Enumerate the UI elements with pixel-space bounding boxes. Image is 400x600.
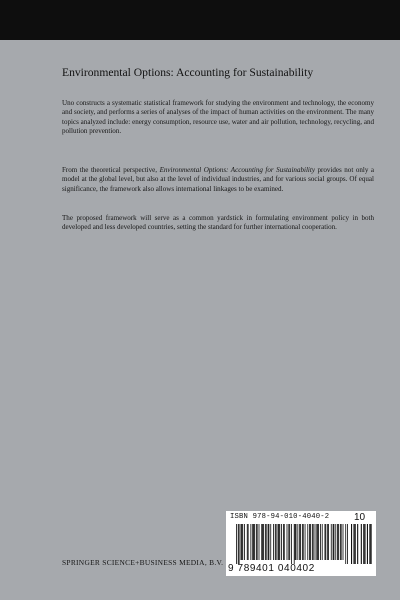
barcode-addon-number: 10 [354,512,366,523]
barcode-bar [257,524,258,560]
barcode-bar [268,524,269,560]
ean-digits: 9 789401 040402 [228,563,315,574]
barcode-bar [269,524,270,560]
barcode-bar [299,524,300,560]
barcode-bar [238,524,239,564]
addon-bar [361,524,362,564]
barcode-bar [317,524,318,560]
barcode-bar [261,524,262,560]
barcode-bar [256,524,257,560]
isbn-text: ISBN 978-94-010-4040-2 [230,513,330,521]
barcode-bar [327,524,328,560]
barcode-bar [273,524,274,560]
barcode-bar [302,524,303,560]
barcode-bar [284,524,285,560]
addon-bar [351,524,352,564]
barcode-bar [307,524,308,560]
barcode-bar [316,524,317,560]
paragraph-2-lead: From the theoretical perspective, [62,166,160,174]
barcode-bar [341,524,342,560]
barcode-bar [252,524,253,560]
description-paragraph-3: The proposed framework will serve as a common yardstick in formulating environment policy in both developed and less developed countries, setting the standard for further international cooperation. [62,214,374,232]
addon-barcode [351,524,373,564]
barcode-bar [345,524,346,564]
barcode-bar [276,524,277,560]
barcode-bar [283,524,284,560]
barcode-bar [312,524,313,560]
barcode-bar [254,524,255,560]
ean-barcode [236,524,348,564]
barcode-bar [297,524,298,560]
barcode-bar [333,524,334,560]
barcode-bar [338,524,339,560]
book-title: Environmental Options: Accounting for Sustainability [62,66,314,79]
barcode-bar [236,524,237,564]
barcode-bar [244,524,245,560]
barcode-bar [322,524,323,560]
barcode-bar [248,524,249,560]
barcode-bar [318,524,319,560]
top-black-band [0,0,400,40]
barcode-bar [288,524,289,560]
addon-bar [353,524,354,564]
paragraph-2-italic-title: Environmental Options: Accounting for Sustainability [159,166,315,174]
barcode-bar [315,524,316,560]
barcode-bar [281,524,282,560]
barcode-bar [278,524,279,560]
barcode-bar [247,524,248,560]
barcode-bar [343,524,344,560]
barcode-bar [325,524,326,560]
barcode-bar [305,524,306,560]
barcode-bar [337,524,338,560]
barcode-bar [289,524,290,560]
barcode-bar [270,524,271,560]
barcode-bar [294,524,295,564]
barcode-bar [325,524,326,560]
barcode-bar [279,524,280,560]
barcode-bar [310,524,311,560]
addon-bar [367,524,368,564]
barcode-bar [287,524,288,560]
barcode-bar [320,524,321,560]
barcode-bar [313,524,314,560]
barcode-bar [253,524,254,560]
barcode-bar [340,524,341,560]
paragraph-2-rest: provides not only a model at the global level, but also at the level of individual industries, and for various social groups. Of equal significance, the framework also allows international linkages to be examined. [62,166,375,193]
description-paragraph-1: Uno constructs a systematic statistical framework for studying the environment and technology, the economy and society, and performs a series of analyses of the impact of human activities on the environment. The many topics analyzed include: energy consumption, resource use, water and air pollution, technology, recycling, and pollution prevention. [62,99,374,135]
barcode-bar [331,524,332,560]
barcode-bar [259,524,260,560]
barcode-bar [335,524,336,560]
addon-bar [355,524,356,564]
barcode-bar [241,524,242,560]
barcode-bar [265,524,266,560]
barcode-bar [242,524,243,560]
barcode-bar [275,524,276,560]
barcode-bar [250,524,251,560]
barcode-bar [241,524,242,560]
barcode-bar [263,524,264,560]
barcode-bar [278,524,279,560]
barcode-bar [262,524,263,560]
barcode-bar [328,524,329,560]
publisher-name: SPRINGER SCIENCE+BUSINESS MEDIA, B.V. [62,558,224,567]
addon-bar [357,524,358,564]
barcode-bar [239,524,240,564]
barcode-bar [309,524,310,560]
barcode-bar [300,524,301,560]
addon-bar [364,524,365,564]
addon-bar [371,524,372,564]
addon-bar [369,524,370,564]
barcode-bar [266,524,267,560]
barcode-bar [347,524,348,564]
barcode-bar [303,524,304,560]
barcode-bar [295,524,296,560]
barcode-bar [291,524,292,564]
description-paragraph-2 [62,166,374,194]
barcode-label [226,511,376,576]
addon-bar [363,524,364,564]
barcode-bar [296,524,297,560]
barcode-bar [334,524,335,560]
